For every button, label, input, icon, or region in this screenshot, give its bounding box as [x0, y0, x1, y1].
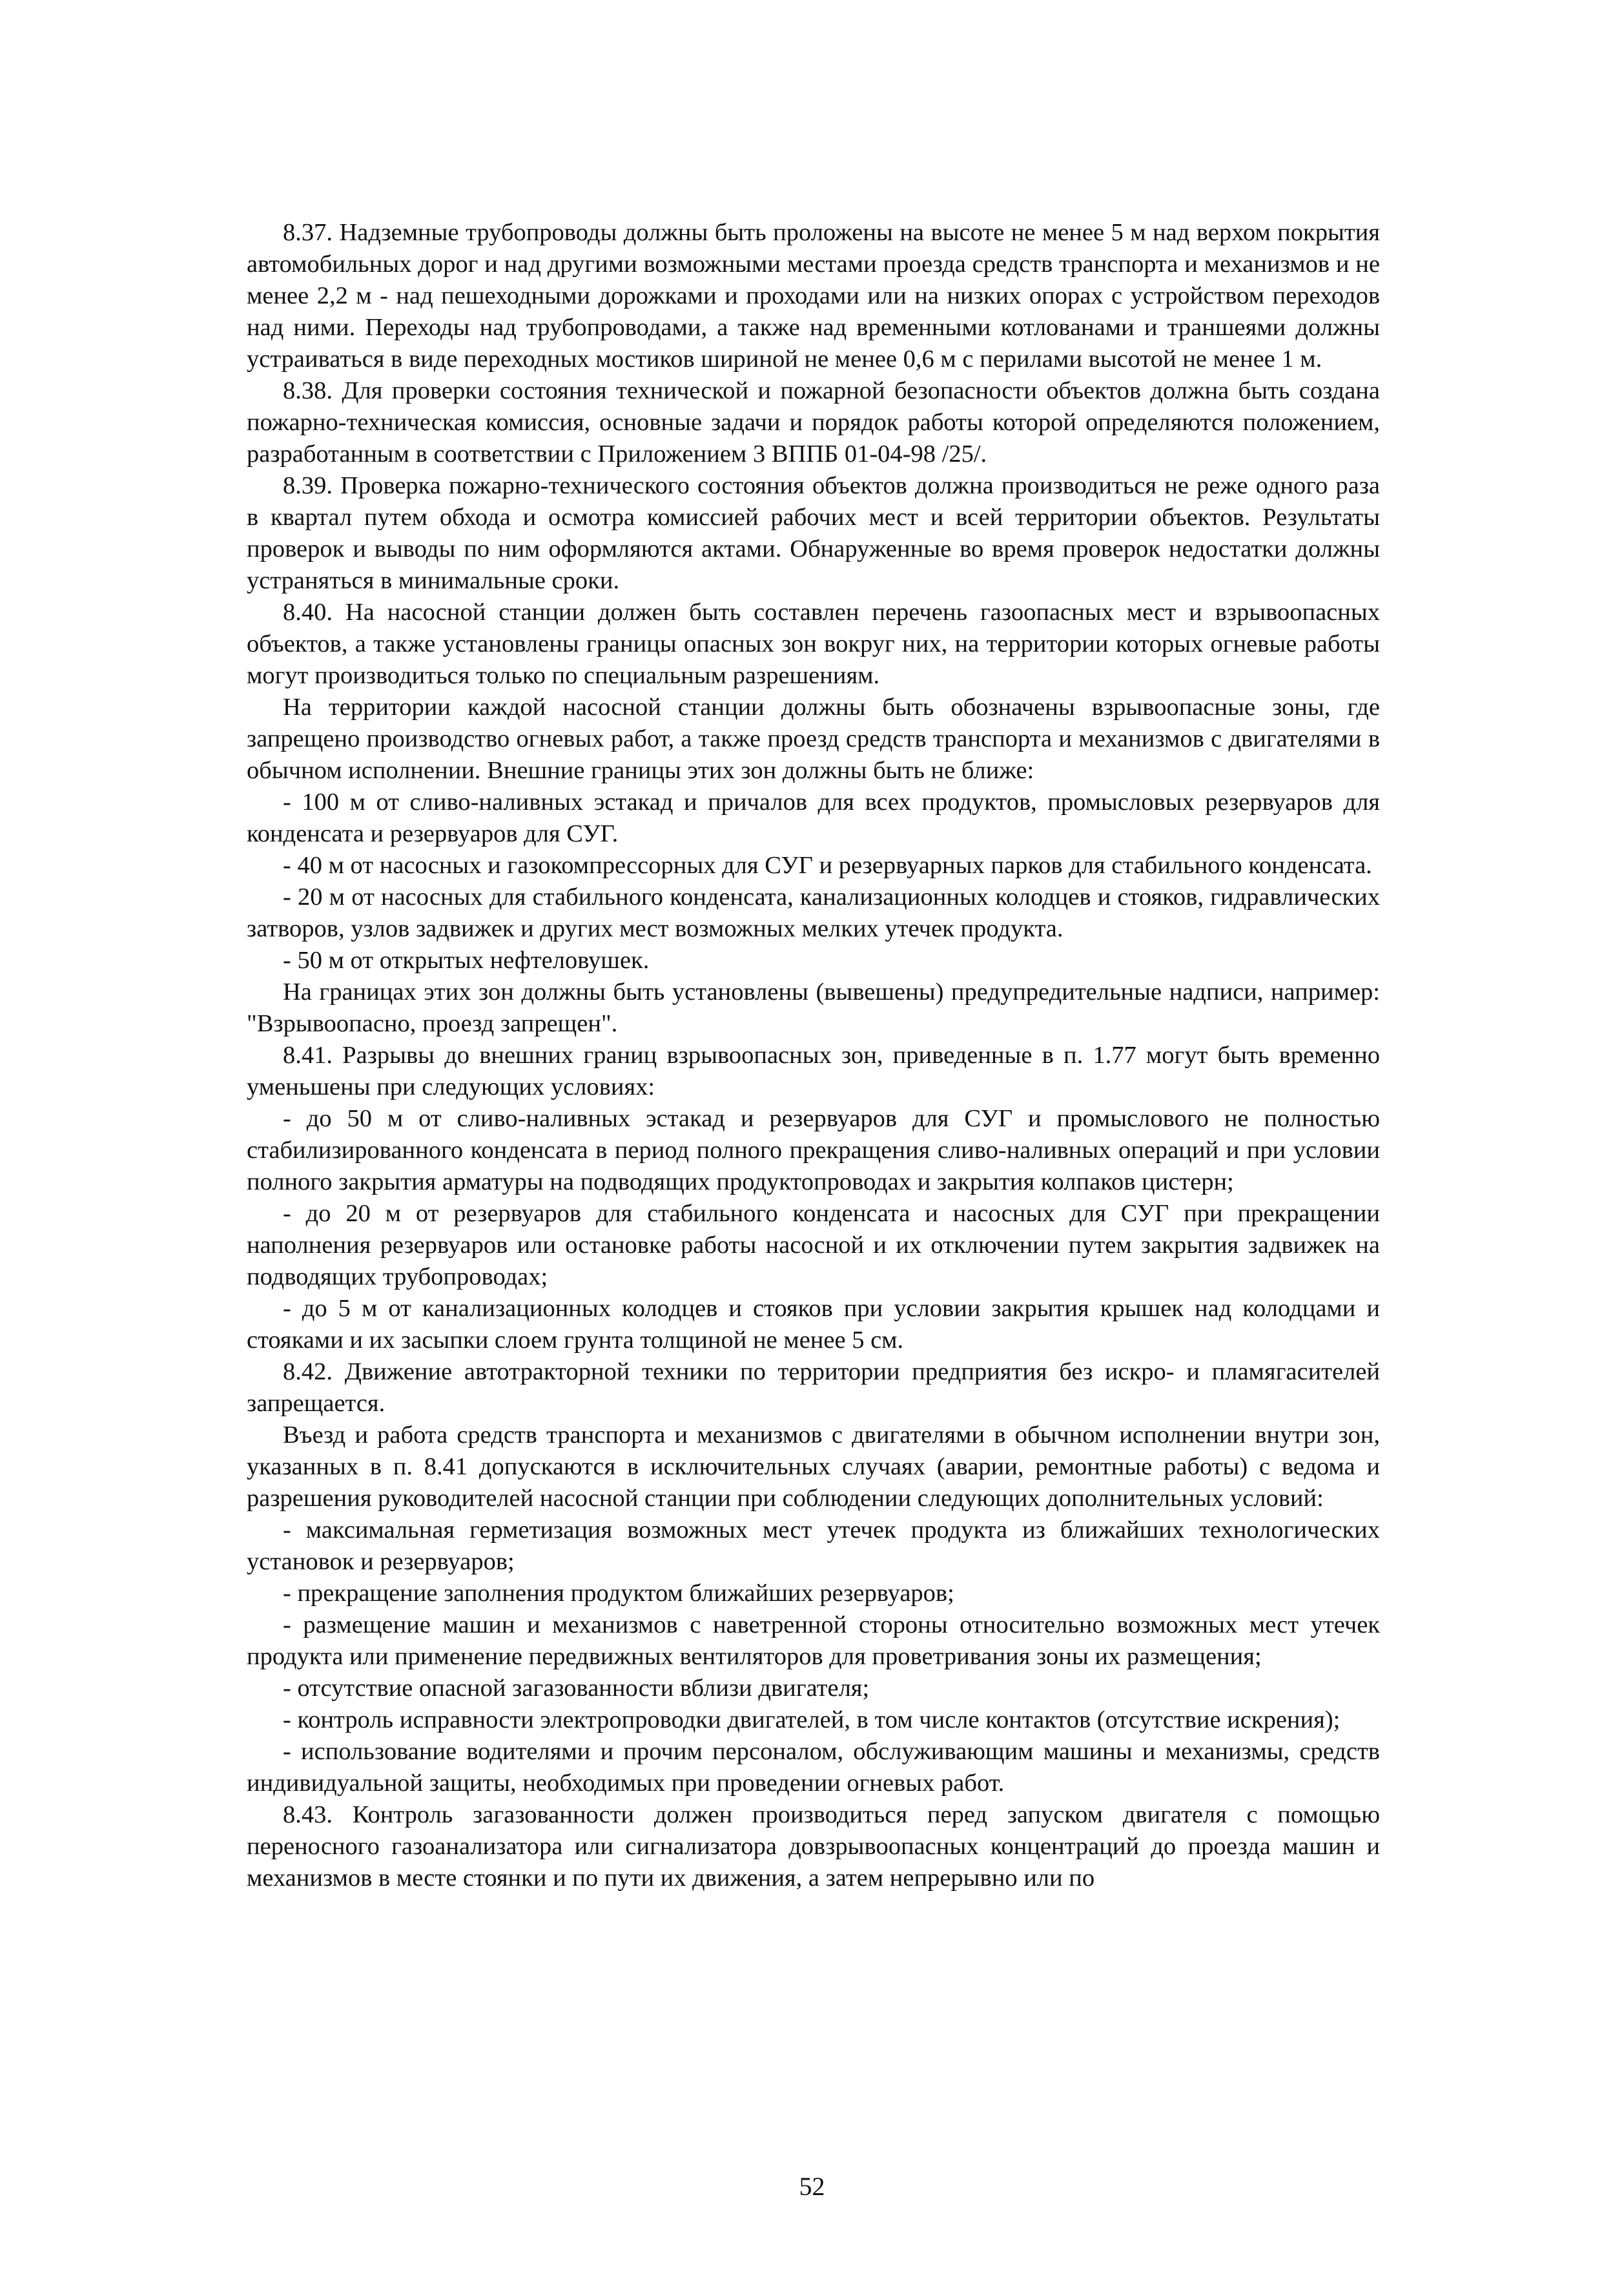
paragraph-8-43: 8.43. Контроль загазованности должен производиться перед запуском двигателя с помощью переносного газоанализатора или сигнализатора довзрывоопасных концентраций до проезда машин и механизмов в месте стоянки и по пути их движения, а затем непрерывно или по — [247, 1801, 1380, 1892]
list-item-protective-equipment: - использование водителями и прочим персоналом, обслуживающим машины и механизмы, средств индивидуальной защиты, необходимых при проведении огневых работ. — [247, 1738, 1380, 1797]
list-item-windward: - размещение машин и механизмов с наветренной стороны относительно возможных мест утечек продукта или применение передвижных вентиляторов для проветривания зоны их размещения; — [247, 1611, 1380, 1670]
paragraph-zones-intro: На территории каждой насосной станции должны быть обозначены взрывоопасные зоны, где запрещено производство огневых работ, а также проезд средств транспорта и механизмов с двигателями в обычном исполнении. Внешние границы этих зон должны быть не ближе: — [247, 694, 1380, 784]
document-body — [247, 217, 1380, 1894]
paragraph-8-37: 8.37. Надземные трубопроводы должны быть проложены на высоте не менее 5 м над верхом покрытия автомобильных дорог и над другими возможными местами проезда средств транспорта и механизмов и не менее 2,2 м - над пешеходными дорожками и проходами или на низких опорах с устройством переходов над ними. Переходы над трубопроводами, а также над временными котлованами и траншеями должны устраиваться в виде переходных мостиков шириной не менее 0,6 м с перилами высотой не менее 1 м. — [247, 219, 1380, 373]
paragraph-8-40: 8.40. На насосной станции должен быть составлен перечень газоопасных мест и взрывоопасных объектов, а также установлены границы опасных зон вокруг них, на территории которых огневые работы могут производиться только по специальным разрешениям. — [247, 599, 1380, 689]
list-item-sealing: - максимальная герметизация возможных мест утечек продукта из ближайших технологических установок и резервуаров; — [247, 1516, 1380, 1575]
list-item-100m: - 100 м от сливо-наливных эстакад и причалов для всех продуктов, промысловых резервуаров для конденсата и резервуаров для СУГ. — [247, 789, 1380, 847]
list-item-40m: - 40 м от насосных и газокомпрессорных для СУГ и резервуарных парков для стабильного конденсата. — [283, 852, 1372, 879]
paragraph-8-39: 8.39. Проверка пожарно-технического состояния объектов должна производиться не реже одного раза в квартал путем обхода и осмотра комиссией рабочих мест и всей территории объектов. Результаты проверок и выводы по ним оформляются актами. Обнаруженные во время проверок недостатки должны устраняться в минимальные сроки. — [247, 472, 1380, 594]
page-number: 52 — [799, 2172, 825, 2201]
paragraph-8-41: 8.41. Разрывы до внешних границ взрывоопасных зон, приведенные в п. 1.77 могут быть временно уменьшены при следующих условиях: — [247, 1042, 1380, 1100]
list-item-reduce-20m: - до 20 м от резервуаров для стабильного конденсата и насосных для СУГ при прекращении наполнения резервуаров или остановке работы насосной и их отключении путем закрытия задвижек на подводящих трубопроводах; — [247, 1200, 1380, 1290]
list-item-reduce-50m: - до 50 м от сливо-наливных эстакад и резервуаров для СУГ и промыслового не полностью стабилизированного конденсата в период полного прекращения сливо-наливных операций и при условии полного закрытия арматуры на подводящих продуктопроводах и закрытия колпаков цистерн; — [247, 1105, 1380, 1195]
list-item-50m: - 50 м от открытых нефтеловушек. — [283, 947, 650, 974]
list-item-wiring-check: - контроль исправности электропроводки двигателей, в том числе контактов (отсутствие искрения); — [283, 1706, 1341, 1733]
list-item-stop-filling: - прекращение заполнения продуктом ближайших резервуаров; — [283, 1580, 954, 1607]
list-item-no-gas: - отсутствие опасной загазованности вблизи двигателя; — [283, 1675, 870, 1702]
paragraph-entry-conditions: Въезд и работа средств транспорта и механизмов с двигателями в обычном исполнении внутри зон, указанных в п. 8.41 допускаются в исключительных случаях (аварии, ремонтные работы) с ведома и разрешения руководителей насосной станции при соблюдении следующих дополнительных условий: — [247, 1421, 1380, 1512]
paragraph-8-42: 8.42. Движение автотракторной техники по территории предприятия без искро- и пламягасителей запрещается. — [247, 1358, 1380, 1417]
paragraph-8-38: 8.38. Для проверки состояния технической и пожарной безопасности объектов должна быть создана пожарно-техническая комиссия, основные задачи и порядок работы которой определяются положением, разработанным в соответствии с Приложением 3 ВППБ 01-04-98 /25/. — [247, 377, 1380, 468]
list-item-20m: - 20 м от насосных для стабильного конденсата, канализационных колодцев и стояков, гидравлических затворов, узлов задвижек и других мест возможных мелких утечек продукта. — [247, 883, 1380, 942]
paragraph-warning-signs: На границах этих зон должны быть установлены (вывешены) предупредительные надписи, например: "Взрывоопасно, проезд запрещен". — [247, 978, 1380, 1037]
list-item-reduce-5m: - до 5 м от канализационных колодцев и стояков при условии закрытия крышек над колодцами и стояками и их засыпки слоем грунта толщиной не менее 5 см. — [247, 1295, 1380, 1354]
